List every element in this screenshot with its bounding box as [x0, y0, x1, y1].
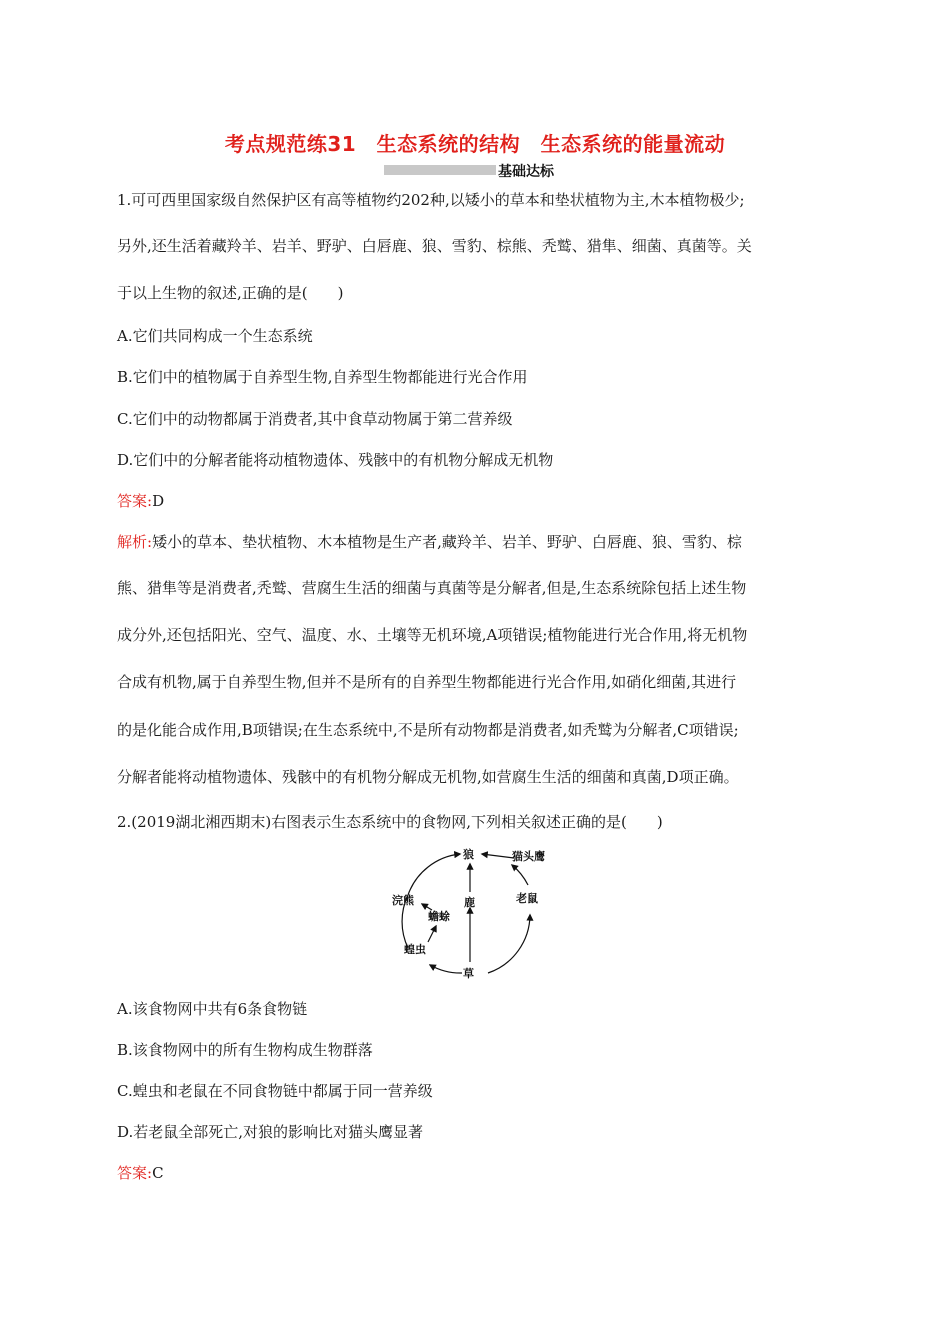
arrow-raccoon-to-wolf: [408, 854, 460, 895]
q1-option-b: B.它们中的植物属于自养型生物,自养型生物都能进行光合作用: [117, 368, 528, 386]
q1-option-d: D.它们中的分解者能将动植物遗体、残骸中的有机物分解成无机物: [117, 451, 554, 469]
node-owl: 猫头鹰: [512, 850, 545, 863]
node-grasshopper: 蝗虫: [404, 943, 426, 956]
q2-option-d: D.若老鼠全部死亡,对狼的影响比对猫头鹰显著: [117, 1123, 424, 1141]
section-label: 基础达标: [498, 163, 554, 180]
node-raccoon: 浣熊: [392, 894, 414, 907]
analysis-label: 解析:: [117, 533, 153, 551]
food-web-diagram: [390, 840, 560, 990]
q1-answer: [117, 491, 837, 511]
q1-analysis-line: 分解者能将动植物遗体、残骸中的有机物分解成无机物,如营腐生生活的细菌和真菌,D项正确。: [117, 768, 739, 786]
q1-analysis-line: 成分外,还包括阳光、空气、温度、水、土壤等无机环境,A项错误;植物能进行光合作用,将无机物: [117, 626, 748, 644]
arrow-grass-to-grasshopper: [430, 965, 462, 973]
answer-label: 答案:: [117, 1164, 153, 1182]
q1-analysis-line: 熊、猎隼等是消费者,秃鹫、营腐生生活的细菌与真菌等是分解者,但是,生态系统除包括上述生物: [117, 579, 747, 597]
node-grass: 草: [463, 967, 474, 980]
node-toad: 蟾蜍: [428, 910, 450, 923]
section-heading: [384, 160, 554, 178]
q1-stem-line: 于以上生物的叙述,正确的是( ): [117, 284, 344, 302]
page-title: 考点规范练31 生态系统的结构 生态系统的能量流动: [224, 132, 726, 156]
arrow-grasshopper-to-toad: [428, 926, 436, 942]
node-deer: 鹿: [464, 896, 475, 909]
analysis-text: 矮小的草本、垫状植物、木本植物是生产者,藏羚羊、岩羊、野驴、白唇鹿、狼、雪豹、棕: [152, 533, 742, 551]
q2-stem: 2.(2019湖北湘西期末)右图表示生态系统中的食物网,下列相关叙述正确的是( ): [117, 813, 663, 831]
q1-analysis-line: 合成有机物,属于自养型生物,但并不是所有的自养型生物都能进行光合作用,如硝化细菌,其进行: [117, 673, 737, 691]
node-mouse: 老鼠: [516, 892, 538, 905]
answer-value: D: [152, 492, 165, 510]
q1-analysis-line: [117, 532, 837, 552]
q2-option-a: A.该食物网中共有6条食物链: [117, 1000, 308, 1018]
q2-answer: [117, 1163, 837, 1183]
arrow-mouse-to-wolf: [482, 854, 514, 858]
q1-stem-line: 另外,还生活着藏羚羊、岩羊、野驴、白唇鹿、狼、雪豹、棕熊、秃鹫、猎隼、细菌、真菌等。关: [117, 237, 752, 255]
q2-option-c: C.蝗虫和老鼠在不同食物链中都属于同一营养级: [117, 1082, 433, 1100]
q2-option-b: B.该食物网中的所有生物构成生物群落: [117, 1041, 373, 1059]
q1-analysis-line: 的是化能合成作用,B项错误;在生态系统中,不是所有动物都是消费者,如秃鹫为分解者,C项错误;: [117, 721, 739, 739]
answer-value: C: [152, 1164, 164, 1182]
q1-option-c: C.它们中的动物都属于消费者,其中食草动物属于第二营养级: [117, 410, 513, 428]
arrow-mouse-to-owl: [512, 865, 528, 885]
answer-label: 答案:: [117, 492, 153, 510]
q1-option-a: A.它们共同构成一个生态系统: [117, 327, 313, 345]
arrow-grass-to-mouse: [488, 915, 530, 973]
node-wolf: 狼: [463, 848, 474, 861]
section-bar: [384, 165, 496, 175]
q1-stem-line: 1.可可西里国家级自然保护区有高等植物约202种,以矮小的草本和垫状植物为主,木本植物极少;: [117, 191, 745, 209]
